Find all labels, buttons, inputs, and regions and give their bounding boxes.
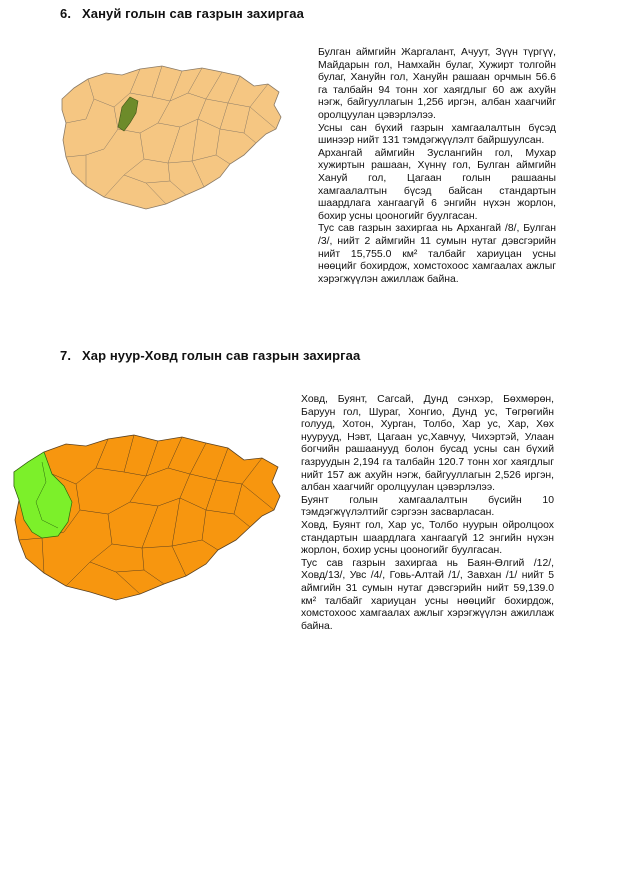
section-6-heading (60, 6, 304, 21)
section-7-map (12, 432, 282, 602)
mongolia-outline (62, 66, 281, 209)
section-7-number: 7. (60, 348, 72, 363)
section-6-text (318, 47, 556, 286)
section-7-title: Хар нуур-Ховд голын сав газрын захиргаа (82, 348, 361, 363)
section-6-title: Хануй голын сав газрын захиргаа (82, 6, 304, 21)
section-7-paragraph: Тус сав газрын захиргаа нь Баян-Өлгий /12/, Ховд/13/, Увс /4/, Говь-Алтай /1/, Завхан /1/ нийт 5 аймгийн 31 сумын нутаг дэвсгэрийн нийт 59,139.0 км² талбайг хариуцан усны нөөцийг бохирдож, хомстохоос хамгаалах ажлыг хэрэгжүүлэн ажиллаж байна. (301, 557, 554, 632)
section-7-paragraph: Буянт голын хамгаалалтын бүсийн 10 тэмдэгжүүлэлтийг сэргээн засварласан. (301, 494, 554, 519)
section-6-paragraph: Архангай аймгийн Зуслангийн гол, Мухар хужиртын рашаан, Хүннү гол, Булган аймгийн Хануй гол, Цагаан голын рашааны хамгаалалтын бүсэд байсан стандартын шаардлага хангаагүй 6 энгийн нүхэн жорлон, бохир усны цооногийг буулгасан. (318, 147, 556, 222)
section-7-heading (60, 348, 360, 363)
section-7-paragraph: Ховд, Буянт, Сагсай, Дунд сэнхэр, Бөхмөрөн, Баруун гол, Шураг, Хонгио, Дунд ус, Төгрөгийн голууд, Хотон, Хурган, Толбо, Хар ус, Хар, Хөх нуурууд, Нэвт, Цагаан ус,Хавчуу, Чихэртэй, Улаан богчийн рашаанууд болон бусад усны сан бүхий газруудын 2,194 га талбайн 120.7 тонн хог хаягдлыг нийт 157 аж ахуйн нэгж, байгууллагын 2,526 иргэн, албан хаагчийг оролцуулан цэвэрлэлээ. (301, 394, 554, 494)
section-6-paragraph: Булган аймгийн Жаргалант, Ачуут, Зүүн түргүү, Майдарын гол, Намхайн булаг, Хужирт толгойн булаг, Хануйн гол, Хануйн рашаан орчмын 56.6 га талбайн 94 тонн хог хаягдлыг 60 аж ахуйн нэгж, байгууллагын 1,256 иргэн, албан хаагчийг оролцуулан цэвэрлэлээ. (318, 47, 556, 121)
section-6-paragraph: Усны сан бүхий газрын хамгаалалтын бүсэд шинээр нийт 131 тэмдэгжүүлэлт байршуулсан. (318, 122, 556, 147)
section-6-map (60, 63, 282, 211)
section-6-paragraph: Тус сав газрын захиргаа нь Архангай /8/, Булган /3/, нийт 2 аймгийн 11 сумын нутаг дэвсгэрийн нийт 15,755.0 км² талбайг хариуцан усны нөөцийг бохирдож, хомстохоос хамгаалах ажлыг хэрэгжүүлэн ажиллаж байна. (318, 223, 556, 285)
section-6-number: 6. (60, 6, 72, 21)
section-7-text (301, 394, 554, 633)
section-7-paragraph: Ховд, Буянт гол, Хар ус, Толбо нуурын ойролцоох стандартын шаардлага хангаагүй 12 энгийн нүхэн жорлон, бохир усны цооногийг буулгасан. (301, 519, 554, 557)
